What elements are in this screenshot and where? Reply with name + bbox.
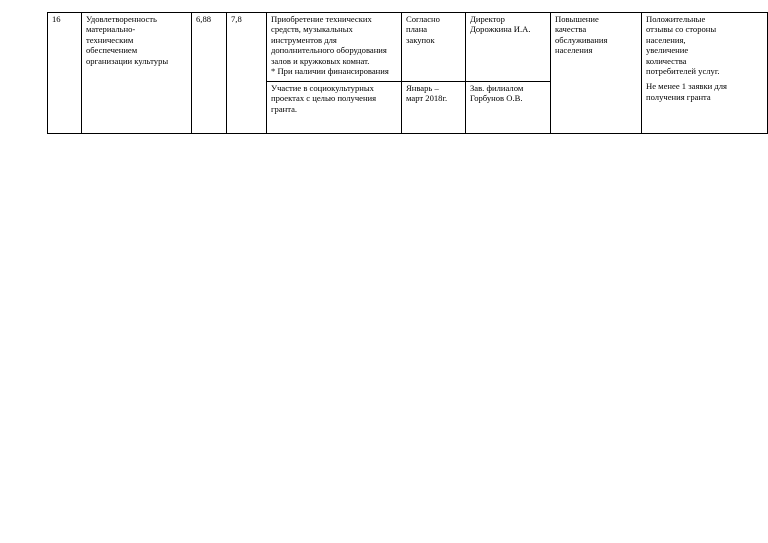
table-row <box>48 13 768 82</box>
measure-text: Участие в социокультурных проектах с целью получения гранта. <box>271 83 377 114</box>
responsible-text: Директор Дорожкина И.А. <box>470 14 531 35</box>
value-a: 6,88 <box>196 14 212 24</box>
measure-cell <box>267 82 402 134</box>
value-b-cell <box>227 13 267 134</box>
responsible-cell <box>466 82 551 134</box>
term-text: Согласно плана закупок <box>406 14 440 45</box>
value-a-cell <box>192 13 227 134</box>
expected-text-2: Не менее 1 заявки для получения гранта <box>646 81 727 102</box>
measure-cell <box>267 13 402 82</box>
expected-text-1: Положительные отзывы со стороны населения, увеличение количества потребителей услуг. <box>646 14 720 77</box>
term-cell <box>402 13 466 82</box>
result-cell <box>551 13 642 134</box>
measure-text: Приобретение технических средств, музыкальных инструментов для дополнительного оборудования залов и кружковых комнат. * При наличии финансирования <box>271 14 389 77</box>
responsible-text: Зав. филиалом Горбунов О.В. <box>470 83 524 104</box>
expected-cell <box>642 13 768 134</box>
responsible-cell <box>466 13 551 82</box>
indicator-text: Удовлетворенность материально- техническим обеспечением организации культуры <box>86 14 169 66</box>
term-cell <box>402 82 466 134</box>
term-text: Январь – март 2018г. <box>406 83 448 104</box>
plan-table <box>47 12 768 134</box>
row-number-cell <box>48 13 82 134</box>
indicator-cell <box>82 13 192 134</box>
value-b: 7,8 <box>231 14 242 24</box>
result-text: Повышение качества обслуживания населения <box>555 14 608 56</box>
row-number: 16 <box>52 14 61 24</box>
